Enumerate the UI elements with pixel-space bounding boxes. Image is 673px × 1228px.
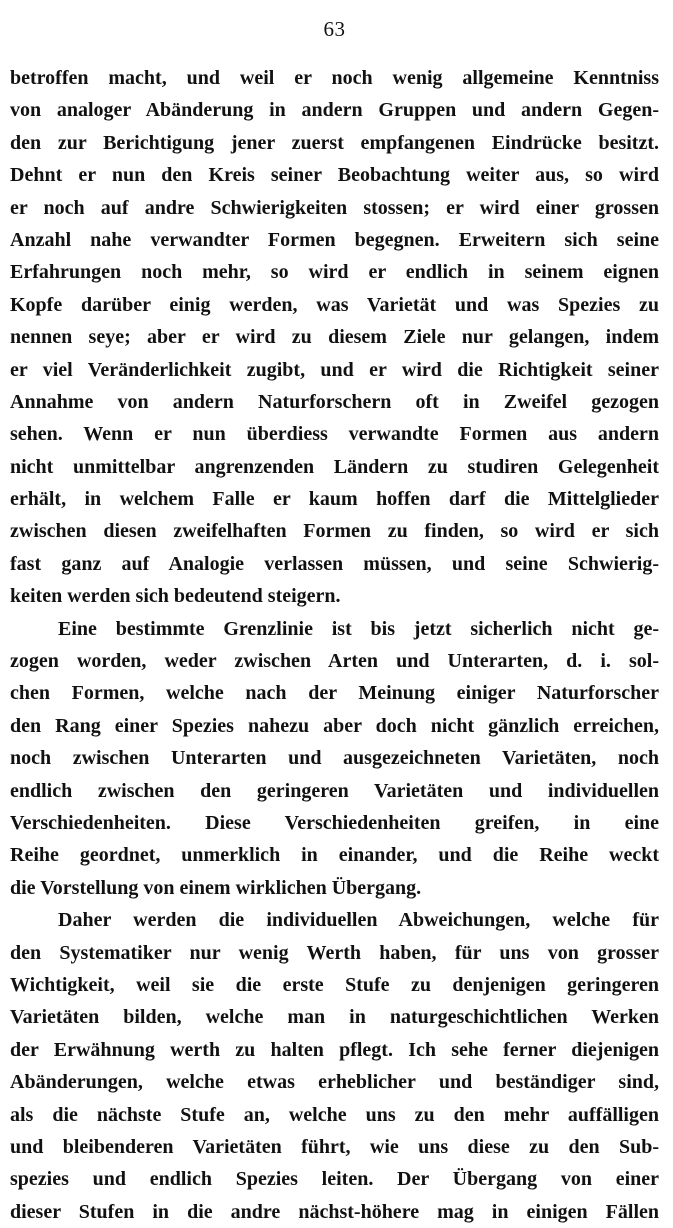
text-line: Abänderungen, welche etwas erheblicher und beständiger sind, bbox=[10, 1071, 659, 1094]
text-line: und bleibenderen Varietäten führt, wie uns diese zu den Sub- bbox=[10, 1135, 659, 1158]
text-line: dieser Stufen in die andre nächst-höhere mag in einigen Fällen bbox=[10, 1200, 659, 1223]
text-line: nennen seye; aber er wird zu diesem Ziele nur gelangen, indem bbox=[10, 326, 659, 349]
text-line: er noch auf andre Schwierigkeiten stossen; er wird einer grossen bbox=[10, 196, 659, 219]
text-line: zwischen diesen zweifelhaften Formen zu finden, so wird er sich bbox=[10, 520, 659, 543]
text-line: von analoger Abänderung in andern Gruppen und andern Gegen- bbox=[10, 99, 659, 122]
text-line: nicht unmittelbar angrenzenden Ländern zu studiren Gelegenheit bbox=[10, 455, 659, 478]
text-line: Kopfe darüber einig werden, was Varietät und was Spezies zu bbox=[10, 293, 659, 316]
text-line: sehen. Wenn er nun überdiess verwandte Formen aus andern bbox=[10, 423, 659, 446]
text-line: betroffen macht, und weil er noch wenig allgemeine Kenntniss bbox=[10, 67, 659, 89]
text-line: Erfahrungen noch mehr, so wird er endlich in seinem eignen bbox=[10, 261, 659, 284]
text-line: endlich zwischen den geringeren Varietäten und individuellen bbox=[10, 779, 659, 802]
text-line: Annahme von andern Naturforschern oft in Zweifel gezogen bbox=[10, 390, 659, 413]
text-line: Daher werden die individuellen Abweichungen, welche für bbox=[58, 909, 659, 932]
text-line: Eine bestimmte Grenzlinie ist bis jetzt sicherlich nicht ge- bbox=[58, 617, 659, 640]
page-number: 63 bbox=[323, 17, 346, 41]
text-line: Reihe geordnet, unmerklich in einander, und die Reihe weckt bbox=[10, 844, 659, 867]
text-line: Anzahl nahe verwandter Formen begegnen. Erweitern sich seine bbox=[10, 228, 659, 251]
text-line: den Rang einer Spezies nahezu aber doch nicht gänzlich erreichen, bbox=[10, 714, 659, 737]
text-line: als die nächste Stufe an, welche uns zu den mehr auffälligen bbox=[10, 1103, 659, 1126]
text-line: zogen worden, weder zwischen Arten und Unterarten, d. i. sol- bbox=[10, 650, 659, 673]
text-line: den Systematiker nur wenig Werth haben, für uns von grosser bbox=[10, 941, 659, 964]
text-line: Wichtigkeit, weil sie die erste Stufe zu denjenigen geringeren bbox=[10, 973, 659, 996]
text-line: der Erwähnung werth zu halten pflegt. Ich sehe ferner diejenigen bbox=[10, 1038, 659, 1061]
text-line: Verschiedenheiten. Diese Verschiedenheiten greifen, in eine bbox=[10, 811, 659, 834]
text-line: keiten werden sich bedeutend steigern. bbox=[10, 585, 341, 608]
text-line: spezies und endlich Spezies leiten. Der Übergang von einer bbox=[10, 1168, 659, 1191]
text-line: den zur Berichtigung jener zuerst empfangenen Eindrücke besitzt. bbox=[10, 131, 659, 154]
text-line: fast ganz auf Analogie verlassen müssen, und seine Schwierig- bbox=[10, 552, 659, 575]
text-line: noch zwischen Unterarten und ausgezeichneten Varietäten, noch bbox=[10, 747, 659, 770]
text-line: chen Formen, welche nach der Meinung einiger Naturforscher bbox=[10, 682, 659, 705]
text-line: Dehnt er nun den Kreis seiner Beobachtung weiter aus, so wird bbox=[10, 164, 659, 187]
text-line: er viel Veränderlichkeit zugibt, und er wird die Richtigkeit seiner bbox=[10, 358, 659, 381]
text-line: erhält, in welchem Falle er kaum hoffen darf die Mittelglieder bbox=[10, 488, 659, 511]
text-line: die Vorstellung von einem wirklichen Übergang. bbox=[10, 876, 422, 899]
body-text bbox=[10, 62, 659, 1228]
text-line: Varietäten bilden, welche man in naturgeschichtlichen Werken bbox=[10, 1006, 659, 1029]
